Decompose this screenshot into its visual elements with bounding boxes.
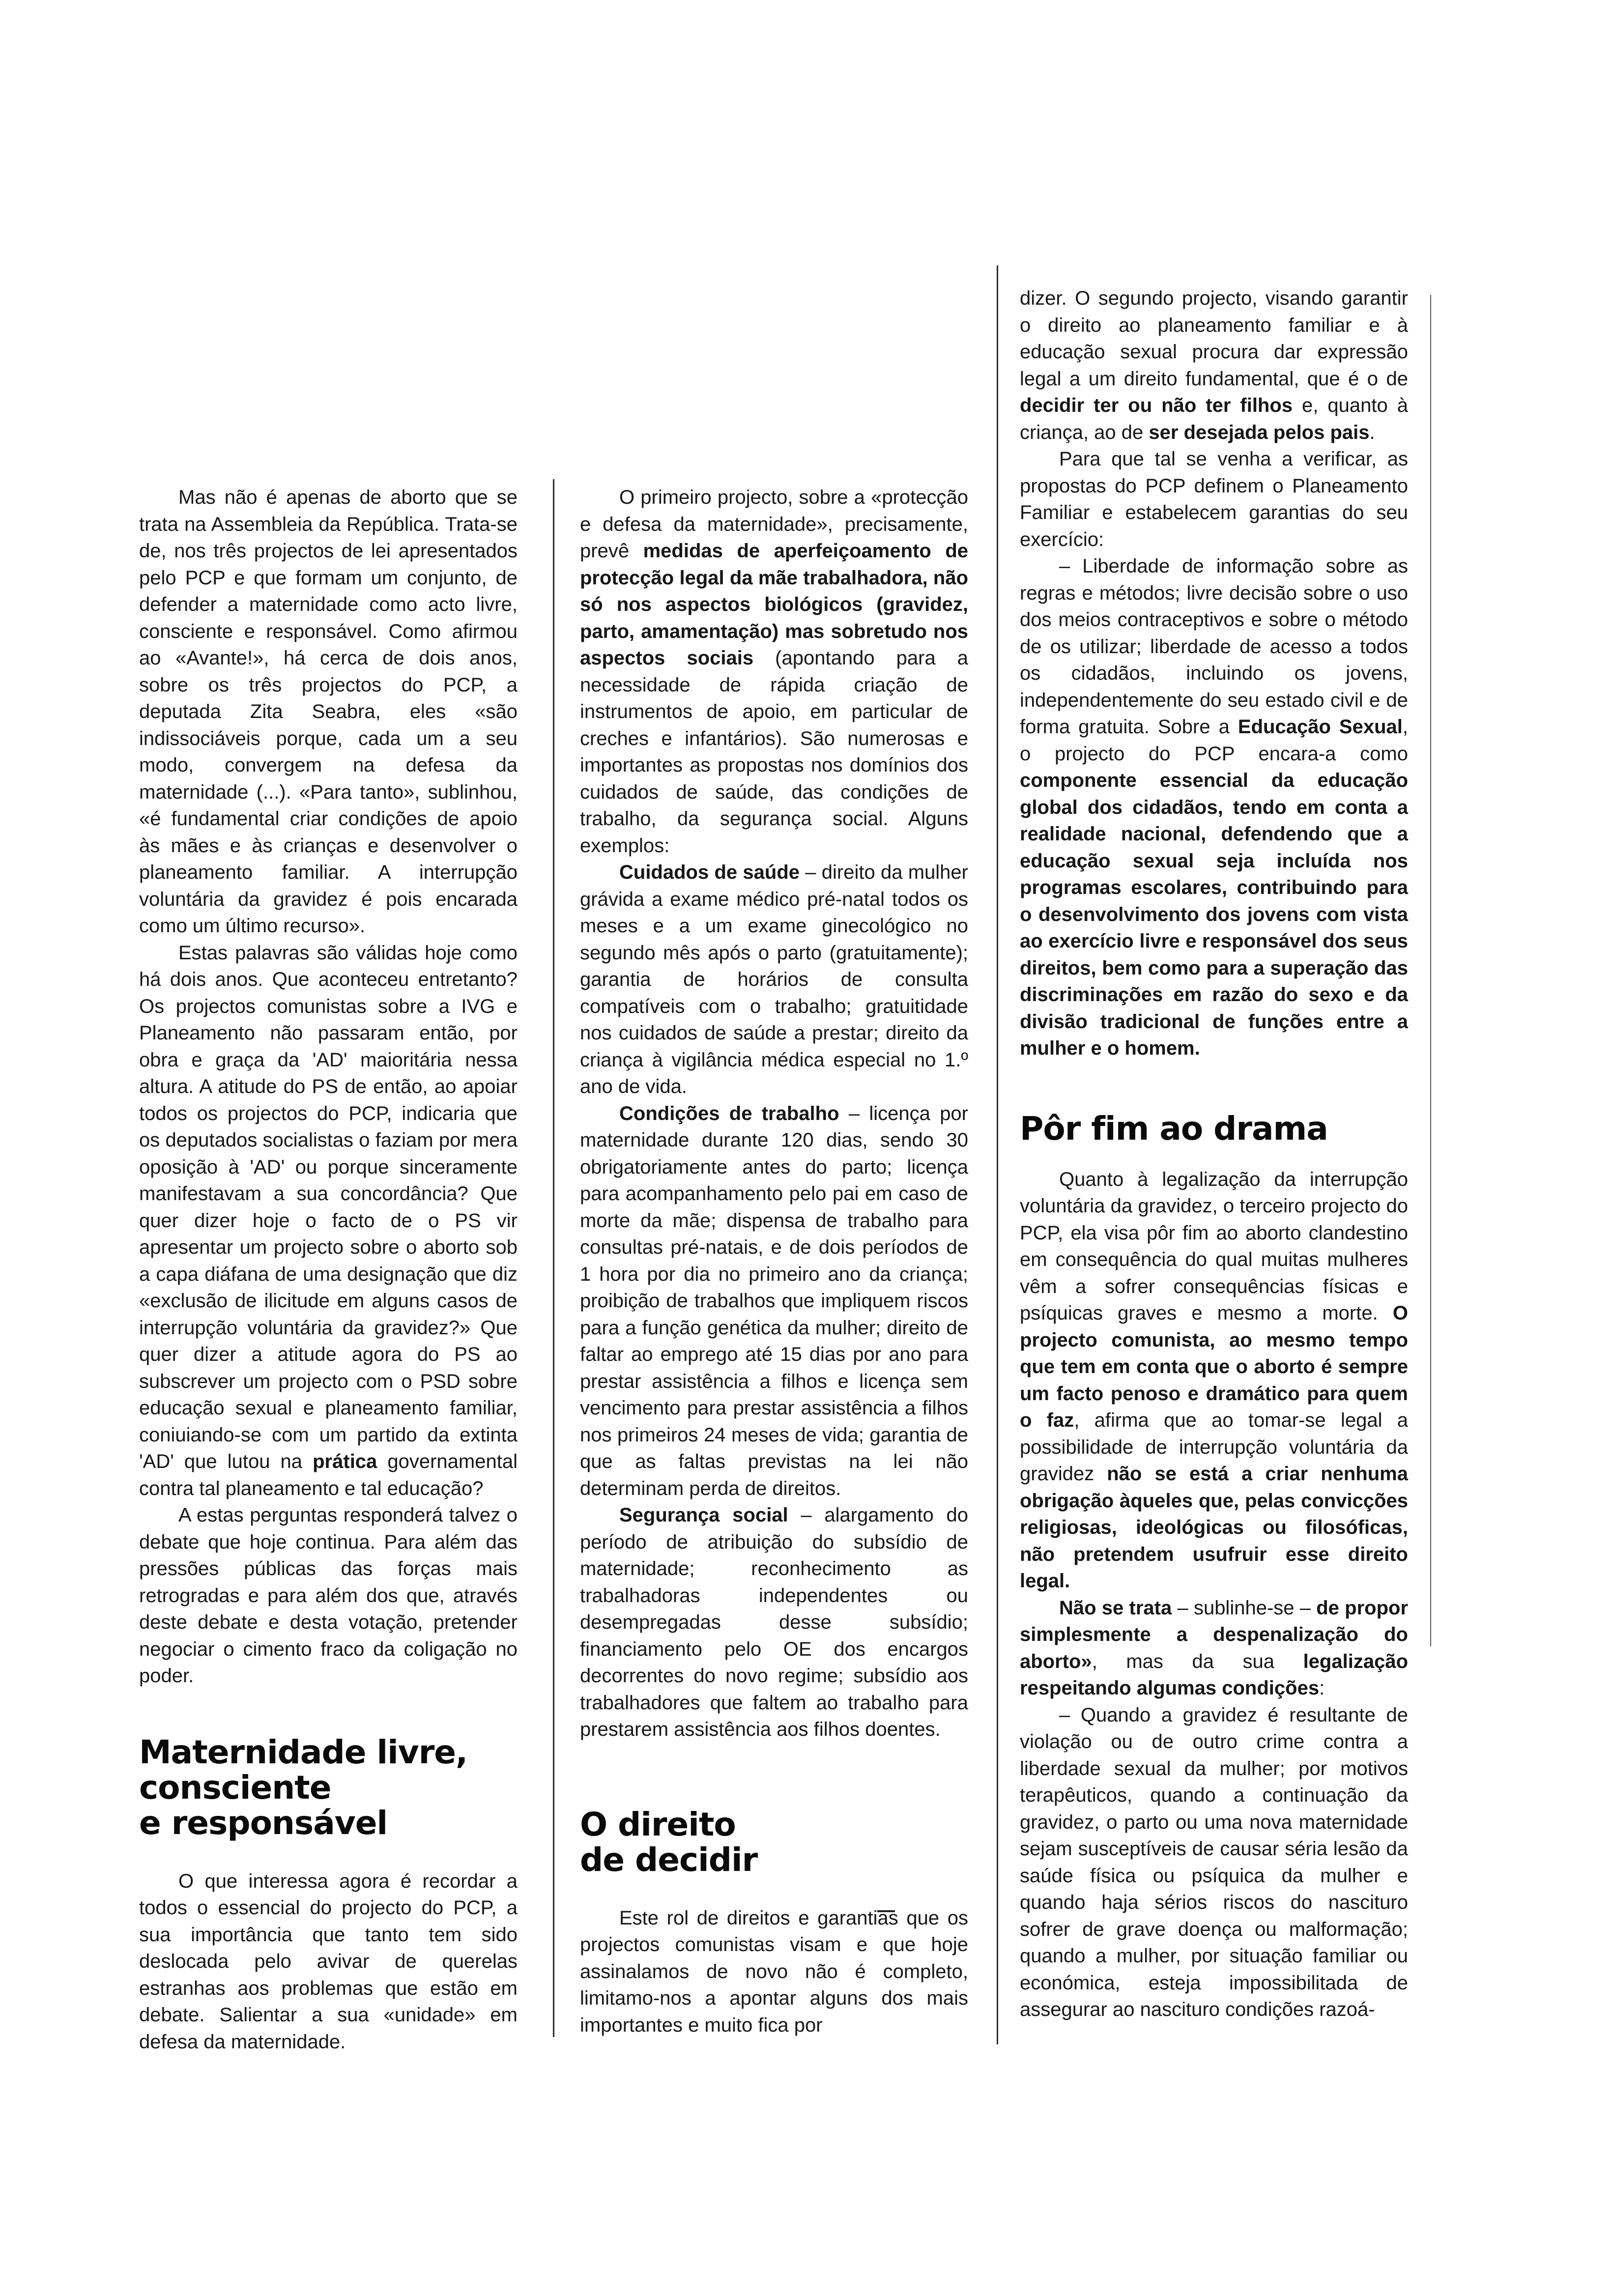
col2-paragraph-1 [580, 484, 968, 859]
col3-p3-text-a: – Liberdade de informação sobre as regras e métodos; livre decisão sobre o uso dos meios contraceptivos e sobre o método de os utilizar; liberdade de acesso a todos os cidadãos, incluindo os jovens, independentemente do seu estado civil e de forma gratuita. Sobre a [1020, 555, 1408, 738]
col2-paragraph-saude [580, 859, 968, 1100]
col3-p3-bold-2: componente essencial da educação global dos cidadãos, tendo em conta a realidade nacional, defendendo que a educação sexual seja incluída nos programas escolares, contribuindo para o desenvolvimento dos jovens com vista ao exercício livre e responsável dos seus direitos, bem como para a superação das discriminações em razão do sexo e da divisão tradicional de funções entre a mulher e o homem. [1020, 770, 1408, 1059]
col3-paragraph-4 [1020, 1166, 1408, 1595]
col1-p2-bold: prática [313, 1451, 377, 1472]
col2-paragraph-trabalho [580, 1100, 968, 1502]
col3-p5-bold-1: Não se trata [1059, 1597, 1172, 1619]
section-heading-drama: Pôr fim ao drama [1020, 1109, 1328, 1148]
col2-saude-label: Cuidados de saúde [619, 861, 800, 883]
col3-paragraph-2: Para que tal se venha a verificar, as propostas do PCP definem o Planeamento Familiar e estabelecem garantias do seu exercício: [1020, 448, 1408, 550]
col2-p1-bold: medidas de aperfeiçoamento de protecção legal da mãe trabalhadora, não só nos aspectos biológicos (gravidez, parto, amamentação) mas sobretudo nos aspectos sociais [580, 540, 968, 669]
heading-line-1: O direito [580, 1805, 736, 1843]
column-middle [580, 484, 968, 2038]
col1-p2-text-b: governamental contra tal planeamento e tal educação? [139, 1451, 518, 1499]
col1-paragraph-2 [139, 940, 518, 1502]
col2-saude-text: – direito da mulher grávida a exame médico pré-natal todos os meses e a um exame ginecológico no segundo mês após o parto (gratuitamente); garantia de horários de consulta compatíveis com o trabalho; gratuitidade nos cuidados de saúde a prestar; direito da criança à vigilância médica especial no 1.º ano de vida. [580, 861, 968, 1097]
col3-p1-bold-2: ser desejada pelos pais [1149, 421, 1370, 443]
col2-p1-text-b: (apontando para a necessidade de rápida criação de instrumentos de apoio, em particular de creches e infantários). São numerosas e importantes as propostas nos domínios dos cuidados de saúde, das condições de trabalho, da segurança social. Alguns exemplos: [580, 647, 968, 857]
col3-p5-text-c: : [1319, 1677, 1325, 1699]
col3-p5-text-a: – sublinhe-se – [1172, 1597, 1317, 1619]
col3-p4-bold-1: O projecto comunista, ao mesmo tempo que tem em conta que o aborto é sempre um facto penoso e dramático para quem o faz [1020, 1302, 1408, 1431]
col3-p5-bold-2: de propor simplesmente a despenalização do aborto» [1020, 1597, 1409, 1672]
col1-p2-text-a: Estas palavras são válidas hoje como há dois anos. Que aconteceu entretanto? Os projectos comunistas sobre a IVG e Planeamento não passaram então, por obra e graça da 'AD' maioritária nessa altura. A atitude do PS de então, ao apoiar todos os projectos do PCP, indicaria que os deputados socialistas o faziam por mera oposição à 'AD' ou porque sinceramente manifestavam a sua concordância? Que quer dizer hoje o facto de o PS vir apresentar um projecto sobre o aborto sob a capa diáfana de uma designação que diz «exclusão de ilicitude em alguns casos de interrupção voluntária da gravidez?» Que quer dizer a atitude agora do PS ao subscrever um projecto com o PSD sobre educação sexual e planeamento familiar, coniuiando-se com um partido da extinta 'AD' que lutou na [139, 942, 518, 1472]
col2-trabalho-text: – licença por maternidade durante 120 dias, sendo 30 obrigatoriamente antes do parto; licença para acompanhamento pelo pai em caso de morte da mãe; dispensa de trabalho para consultas pré-natais, e de dois períodos de 1 hora por dia no primeiro ano da criança; proibição de trabalhos que impliquem riscos para a função genética da mulher; direito de faltar ao emprego até 15 dias por ano para prestar assistência a filhos e licença sem vencimento para prestar assistência a filhos nos primeiros 24 meses de vida; garantia de que as faltas previstas na lei não determinam perda de direitos. [580, 1102, 969, 1499]
col3-p3-text-b: , o projecto do PCP encara-a como [1020, 716, 1408, 765]
col1-paragraph-4: O que interessa agora é recordar a todos o essencial do projecto do PCP, a sua importância que tanto tem sido deslocada pelo avivar de querelas estranhas aos problemas que estão em debate. Salientar a sua «unidade» em defesa da maternidade. [139, 1870, 518, 2053]
col3-paragraph-5 [1020, 1595, 1408, 1702]
col3-p1-bold-1: decidir ter ou não ter filhos [1020, 395, 1293, 416]
column-right [1020, 285, 1408, 2023]
col3-paragraph-1 [1020, 285, 1408, 446]
col3-p4-text-a: Quanto à legalização da interrupção voluntária da gravidez, o terceiro projecto do PCP, ela visa pôr fim ao aborto clandestino em consequência do qual muitas mulheres vêm a sofrer consequências físicas e psíquicas graves e mesmo a morte. [1020, 1168, 1408, 1324]
col3-p5-bold-3: legalização respeitando algumas condições [1020, 1650, 1408, 1699]
col3-p3-bold-1: Educação Sexual [1238, 716, 1403, 738]
heading-line-1: Maternidade livre, [139, 1733, 468, 1771]
col1-paragraph-3: A estas perguntas responderá talvez o debate que hoje continua. Para além das pressões públicas das forças mais retrogradas e para além dos que, através deste debate e desta votação, pretender negociar o cimento fraco da coligação no poder. [139, 1504, 518, 1687]
col2-seguranca-text: – alargamento do período de atribuição do subsídio de maternidade; reconhecimento as trabalhadoras independentes ou desempregadas desse subsídio; financiamento pelo OE dos encargos decorrentes do novo regime; subsídio aos trabalhadores que faltem ao trabalho para prestarem assistência aos filhos doentes. [580, 1504, 968, 1740]
col3-p1-text-a: dizer. O segundo projecto, visando garantir o direito ao planeamento familiar e à educação sexual procura dar expressão legal a um direito fundamental, que é o de [1020, 287, 1408, 390]
col3-p5-text-b: , mas da sua [1092, 1650, 1303, 1672]
heading-line-3: e responsável [139, 1804, 388, 1842]
col1-paragraph-1: Mas não é apenas de aborto que se trata na Assembleia da República. Trata-se de, nos três projectos de lei apresentados pelo PCP e que formam um conjunto, de defender a maternidade como acto livre, consciente e responsável. Como afirmou ao «Avante!», há cerca de dois anos, sobre os três projectos do PCP, a deputada Zita Seabra, eles «são indissociáveis porque, cada um a seu modo, convergem na defesa da maternidade (...). «Para tanto», sublinhou, «é fundamental criar condições de apoio às mães e às crianças e desenvolver o planeamento familiar. A interrupção voluntária da gravidez é pois encarada como um último recurso». [139, 487, 518, 937]
heading-line-2: consciente [139, 1768, 331, 1807]
col2-paragraph-5: Este rol de direitos e garantias que os projectos comunistas visam e que hoje assinalamos de novo não é completo, limitamo-nos a apontar alguns dos mais importantes e muito fica por [580, 1907, 968, 2036]
col2-seguranca-label: Segurança social [619, 1504, 788, 1526]
section-heading-direito [580, 1807, 968, 1878]
col3-p4-bold-2: não se está a criar nenhuma obrigação àqueles que, pelas convicções religiosas, ideológicas ou filosóficas, não pretendem usufruir esse direito legal. [1020, 1463, 1408, 1592]
heading-line-2: de decidir [580, 1840, 758, 1879]
col3-paragraph-3 [1020, 553, 1408, 1062]
col2-trabalho-label: Condições de trabalho [619, 1102, 839, 1124]
column-rule-left [553, 479, 554, 2037]
col3-p1-text-c: . [1369, 421, 1375, 443]
column-rule-right [997, 265, 998, 2044]
col3-p1-text-b: e, quanto à criança, ao de [1020, 395, 1409, 443]
column-left [139, 484, 518, 2055]
col3-paragraph-6: – Quando a gravidez é resultante de violação ou de outro crime contra a liberdade sexual da mulher; por motivos terapêuticos, quando a continuação da gravidez, o parto ou uma nova maternidade sejam susceptíveis de causar séria lesão da saúde física ou psíquica da mulher e quando haja sérios riscos do nascituro sofrer de grave doença ou malformação; quando a mulher, por situação familiar ou económica, esteja impossibilitada de assegurar ao nascituro condições razoá- [1020, 1704, 1408, 2020]
section-heading-maternidade [139, 1735, 518, 1841]
col3-p4-text-b: , afirma que ao tomar-se legal a possibilidade de interrupção voluntária da gravidez [1020, 1409, 1408, 1485]
margin-rule [1430, 295, 1431, 1646]
col2-p1-text-a: O primeiro projecto, sobre a «protecção e defesa da maternidade», precisamente, prevê [580, 487, 968, 562]
col2-paragraph-seguranca [580, 1502, 968, 1743]
